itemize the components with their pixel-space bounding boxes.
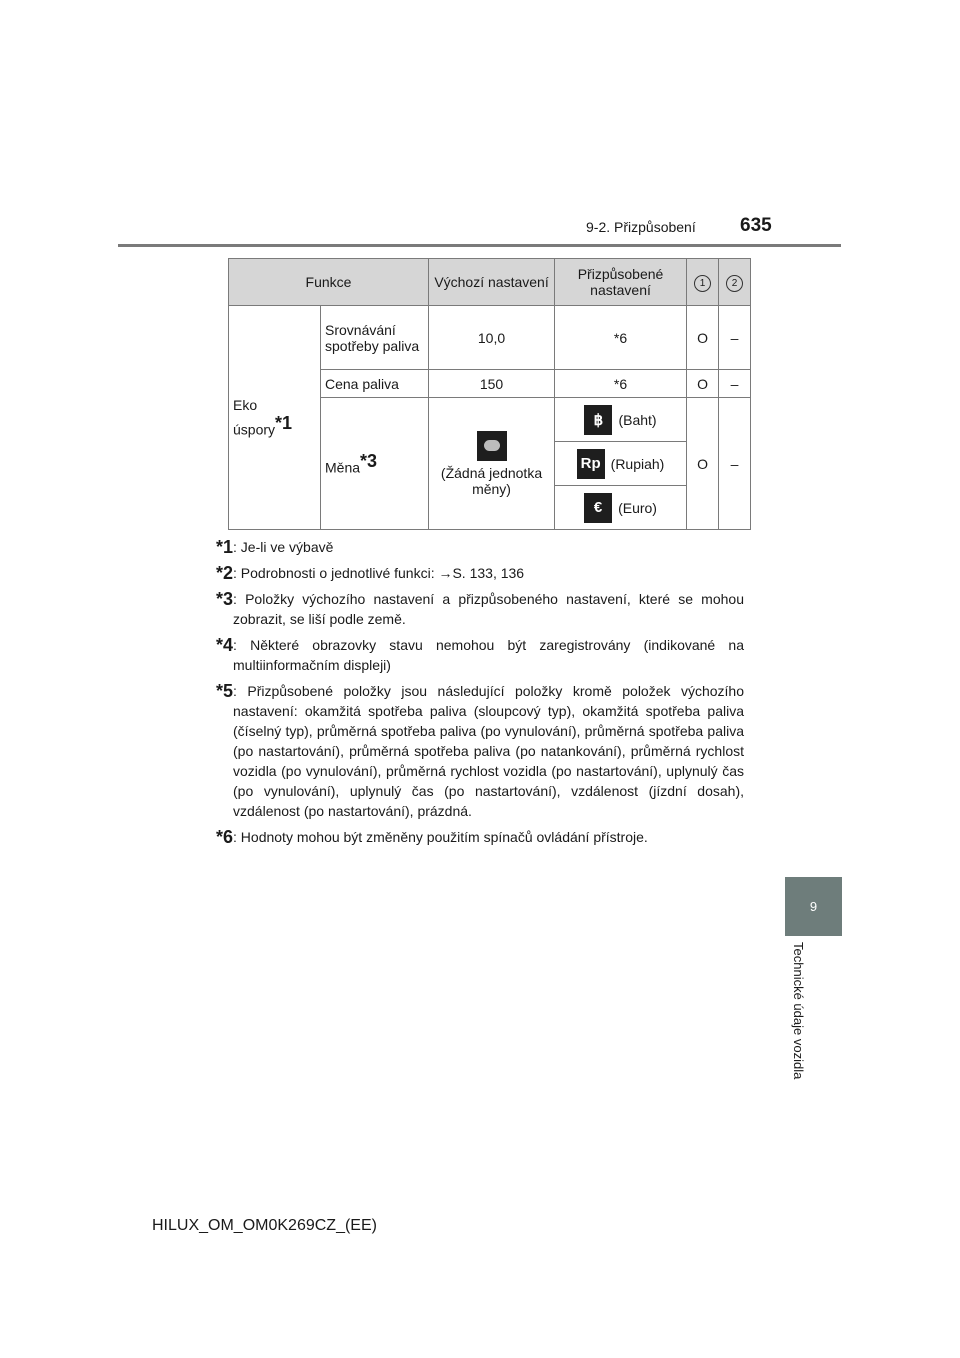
currency-note-ref: *3 — [360, 451, 378, 472]
no-currency-icon — [477, 431, 507, 461]
header-default: Výchozí nastavení — [429, 259, 555, 306]
footnote-text: : Některé obrazovky stavu nemohou být zaregistrovány (indikované na multiinformačním displeji) — [233, 637, 744, 673]
row-name: Srovnávání spotřeby paliva — [321, 306, 429, 370]
baht-icon: ฿ — [584, 405, 612, 435]
euro-icon: € — [584, 493, 612, 523]
footnote-text: : Je-li ve výbavě — [233, 539, 334, 555]
row-default: 10,0 — [429, 306, 555, 370]
footnote-text: : Podrobnosti o jednotlivé funkci: →S. 133, 136 — [233, 565, 525, 581]
header-col2 — [719, 259, 751, 306]
currency-option-label: (Euro) — [618, 499, 657, 516]
row-custom: *6 — [555, 306, 687, 370]
currency-name: Měna — [325, 459, 361, 476]
chapter-number: 9 — [809, 899, 818, 914]
footnote-mark: *2 — [216, 563, 234, 583]
footnote-text: : Přizpůsobené položky jsou následující položky kromě položek výchozího nastavení: okamžitá spotřeba paliva (sloupcový typ), okamžitá spotřeba paliva (číselný typ), průměrná spotřeba paliva (po vynulování), průměrná spotřeba paliva (po nastartování), průměrná spotřeba paliva (po natankování), průměrná rychlost vozidla (po vynulování), průměrná rychlost vozidla (po nastartování), uplynulý čas (po vynulování), uplynulý čas (po nastartování), vzdálenost (jízdní dosah), vzdálenost (po nastartování), prázdná. — [233, 683, 744, 819]
settings-table — [228, 258, 751, 530]
footnote-mark: *4 — [216, 635, 234, 655]
row-col1: O — [687, 306, 719, 370]
header-col1 — [687, 259, 719, 306]
footnote-mark: *5 — [216, 681, 234, 701]
currency-option — [555, 398, 687, 442]
row-default: 150 — [429, 370, 555, 398]
chapter-label: Technické údaje vozidla — [791, 942, 806, 1080]
footnote — [216, 537, 744, 557]
footnote — [216, 635, 744, 675]
row-col2: – — [719, 306, 751, 370]
footnote — [216, 827, 744, 847]
footnote — [216, 681, 744, 821]
page-number: 635 — [740, 215, 772, 236]
section-title: 9-2. Přizpůsobení — [586, 219, 696, 235]
currency-default-cell — [429, 398, 555, 530]
document-code: HILUX_OM_OM0K269CZ_(EE) — [152, 1217, 377, 1234]
currency-option-label: (Baht) — [618, 411, 657, 428]
group-cell — [229, 306, 321, 530]
currency-option — [555, 442, 687, 486]
footnote-text: : Hodnoty mohou být změněny použitím spínačů ovládání přístroje. — [233, 829, 648, 845]
currency-name-cell — [321, 398, 429, 530]
table-header-row — [229, 259, 751, 306]
row-custom: *6 — [555, 370, 687, 398]
rupiah-icon: Rp — [577, 449, 605, 479]
row-col2: – — [719, 370, 751, 398]
currency-option-label: (Rupiah) — [610, 455, 665, 472]
currency-default-label: (Žádná jednotka měny) — [440, 464, 543, 497]
footnotes — [216, 537, 744, 853]
circle-1-icon: 1 — [694, 275, 711, 292]
group-label: Eko úspory — [233, 397, 276, 438]
header-divider — [118, 244, 841, 247]
footnote-mark: *3 — [216, 589, 234, 609]
currency-option — [555, 486, 687, 530]
footnote-mark: *1 — [216, 537, 234, 557]
table-row — [229, 306, 751, 370]
currency-col2: – — [719, 398, 751, 530]
chapter-tab[interactable] — [785, 877, 842, 936]
footnote — [216, 563, 744, 583]
circle-2-icon: 2 — [726, 275, 743, 292]
footnote-mark: *6 — [216, 827, 234, 847]
row-col1: O — [687, 370, 719, 398]
currency-col1: O — [687, 398, 719, 530]
footnote-text: : Položky výchozího nastavení a přizpůsobeného nastavení, které se mohou zobrazit, se liší podle země. — [233, 591, 744, 627]
footnote — [216, 589, 744, 629]
header-custom: Přizpůsobené nastavení — [555, 259, 687, 306]
header-function: Funkce — [229, 259, 429, 306]
row-name: Cena paliva — [321, 370, 429, 398]
group-note-ref: *1 — [275, 413, 293, 434]
